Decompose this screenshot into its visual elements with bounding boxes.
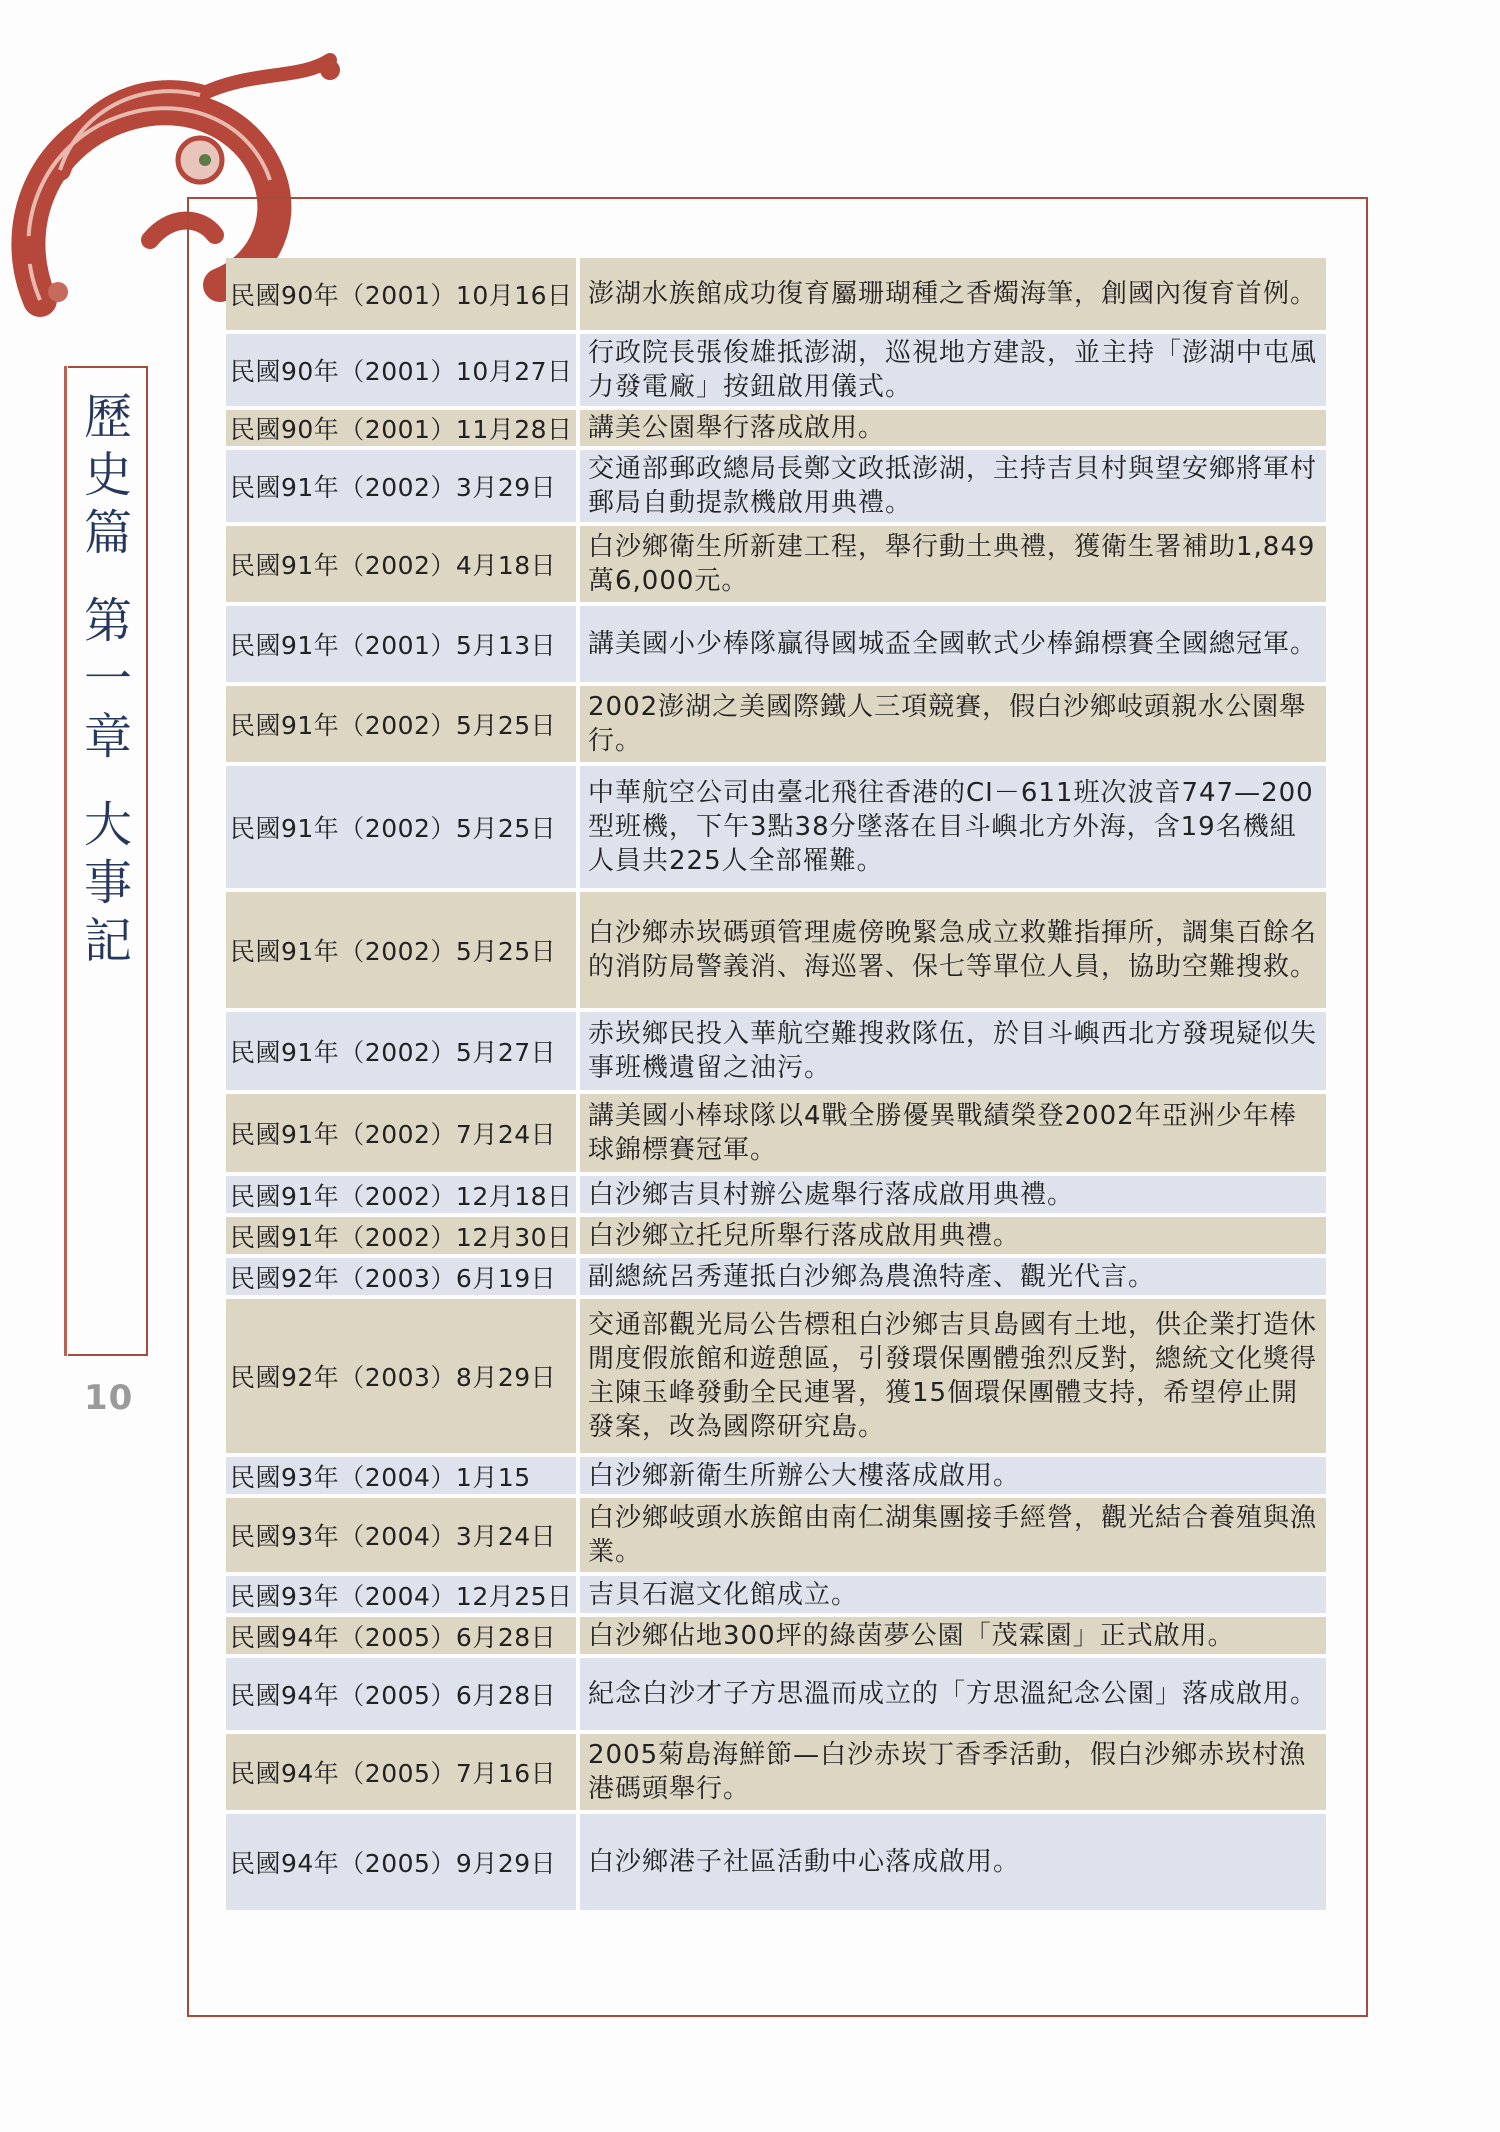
chapter-title-char: 第 — [83, 593, 132, 649]
table-row — [226, 334, 1326, 406]
row-event: 講美公園舉行落成啟用。 — [580, 410, 1326, 446]
row-event: 白沙鄉佔地300坪的綠茵夢公園「茂霖園」正式啟用。 — [580, 1617, 1326, 1654]
table-row — [226, 1258, 1326, 1295]
row-date: 民國91年（2002）4月18日 — [226, 526, 576, 602]
table-row — [226, 686, 1326, 762]
row-date: 民國91年（2002）12月30日 — [226, 1217, 576, 1254]
row-event: 副總統呂秀蓮抵白沙鄉為農漁特產、觀光代言。 — [580, 1258, 1326, 1295]
table-row — [226, 1176, 1326, 1213]
row-date: 民國91年（2002）3月29日 — [226, 450, 576, 522]
row-date: 民國93年（2004）1月15 — [226, 1457, 576, 1494]
row-date: 民國94年（2005）9月29日 — [226, 1814, 576, 1910]
row-event: 2002澎湖之美國際鐵人三項競賽，假白沙鄉岐頭親水公園舉行。 — [580, 686, 1326, 762]
table-row — [226, 606, 1326, 682]
row-date: 民國90年（2001）10月27日 — [226, 334, 576, 406]
row-event: 中華航空公司由臺北飛往香港的CI－611班次波音747—200型班機，下午3點38分墜落在目斗嶼北方外海，含19名機組人員共225人全部罹難。 — [580, 766, 1326, 888]
row-event: 澎湖水族館成功復育屬珊瑚種之香燭海筆，創國內復育首例。 — [580, 258, 1326, 330]
table-row — [226, 526, 1326, 602]
chapter-title — [80, 388, 136, 970]
table-row — [226, 1217, 1326, 1254]
row-date: 民國94年（2005）6月28日 — [226, 1658, 576, 1730]
chapter-title-char: 事 — [83, 855, 132, 911]
chapter-title-char: 一 — [83, 651, 132, 707]
row-date: 民國93年（2004）3月24日 — [226, 1498, 576, 1572]
row-date: 民國93年（2004）12月25日 — [226, 1576, 576, 1613]
table-row — [226, 766, 1326, 888]
table-row — [226, 892, 1326, 1008]
table-row — [226, 1457, 1326, 1494]
row-event: 白沙鄉新衛生所辦公大樓落成啟用。 — [580, 1457, 1326, 1494]
row-event: 白沙鄉岐頭水族館由南仁湖集團接手經營，觀光結合養殖與漁業。 — [580, 1498, 1326, 1572]
row-date: 民國91年（2001）5月13日 — [226, 606, 576, 682]
row-event: 白沙鄉衛生所新建工程，舉行動土典禮，獲衛生署補助1,849萬6,000元。 — [580, 526, 1326, 602]
chapter-title-char: 史 — [83, 447, 132, 503]
row-date: 民國91年（2002）12月18日 — [226, 1176, 576, 1213]
sidebar-rule — [64, 366, 67, 1356]
row-date: 民國91年（2002）5月25日 — [226, 686, 576, 762]
row-date: 民國94年（2005）6月28日 — [226, 1617, 576, 1654]
row-event: 白沙鄉吉貝村辦公處舉行落成啟用典禮。 — [580, 1176, 1326, 1213]
table-row — [226, 1299, 1326, 1453]
row-event: 2005菊島海鮮節—白沙赤崁丁香季活動，假白沙鄉赤崁村漁港碼頭舉行。 — [580, 1734, 1326, 1810]
row-event: 赤崁鄉民投入華航空難搜救隊伍，於目斗嶼西北方發現疑似失事班機遺留之油污。 — [580, 1012, 1326, 1090]
table-row — [226, 1012, 1326, 1090]
row-date: 民國91年（2002）5月27日 — [226, 1012, 576, 1090]
row-event: 講美國小少棒隊贏得國城盃全國軟式少棒錦標賽全國總冠軍。 — [580, 606, 1326, 682]
chronology-table — [226, 258, 1326, 1914]
table-row — [226, 450, 1326, 522]
row-date: 民國92年（2003）6月19日 — [226, 1258, 576, 1295]
table-row — [226, 1617, 1326, 1654]
table-row — [226, 410, 1326, 446]
row-event: 紀念白沙才子方思溫而成立的「方思溫紀念公園」落成啟用。 — [580, 1658, 1326, 1730]
table-row — [226, 1094, 1326, 1172]
row-date: 民國92年（2003）8月29日 — [226, 1299, 576, 1453]
chapter-title-char: 歷 — [83, 389, 132, 445]
row-date: 民國91年（2002）5月25日 — [226, 766, 576, 888]
row-event: 講美國小棒球隊以4戰全勝優異戰績榮登2002年亞洲少年棒球錦標賽冠軍。 — [580, 1094, 1326, 1172]
table-row — [226, 1658, 1326, 1730]
chapter-title-char: 篇 — [83, 505, 132, 561]
chapter-title-char: 記 — [83, 913, 132, 969]
row-event: 白沙鄉立托兒所舉行落成啟用典禮。 — [580, 1217, 1326, 1254]
row-event: 白沙鄉赤崁碼頭管理處傍晚緊急成立救難指揮所，調集百餘名的消防局警義消、海巡署、保七等單位人員，協助空難搜救。 — [580, 892, 1326, 1008]
row-date: 民國90年（2001）10月16日 — [226, 258, 576, 330]
row-event: 交通部觀光局公告標租白沙鄉吉貝島國有土地，供企業打造休閒度假旅館和遊憩區，引發環保團體強烈反對，總統文化獎得主陳玉峰發動全民連署，獲15個環保團體支持，希望停止開發案，改為國際研究島。 — [580, 1299, 1326, 1453]
row-date: 民國91年（2002）7月24日 — [226, 1094, 576, 1172]
chapter-title-char: 章 — [83, 709, 132, 765]
row-event: 白沙鄉港子社區活動中心落成啟用。 — [580, 1814, 1326, 1910]
page-number: 10 — [84, 1378, 134, 1418]
table-row — [226, 1814, 1326, 1910]
row-event: 交通部郵政總局長鄭文政抵澎湖，主持吉貝村與望安鄉將軍村郵局自動提款機啟用典禮。 — [580, 450, 1326, 522]
table-row — [226, 258, 1326, 330]
table-row — [226, 1576, 1326, 1613]
table-row — [226, 1734, 1326, 1810]
row-date: 民國94年（2005）7月16日 — [226, 1734, 576, 1810]
table-row — [226, 1498, 1326, 1572]
row-date: 民國91年（2002）5月25日 — [226, 892, 576, 1008]
chapter-title-char: 大 — [83, 797, 132, 853]
row-date: 民國90年（2001）11月28日 — [226, 410, 576, 446]
row-event: 吉貝石滬文化館成立。 — [580, 1576, 1326, 1613]
row-event: 行政院長張俊雄抵澎湖，巡視地方建設，並主持「澎湖中屯風力發電廠」按鈕啟用儀式。 — [580, 334, 1326, 406]
